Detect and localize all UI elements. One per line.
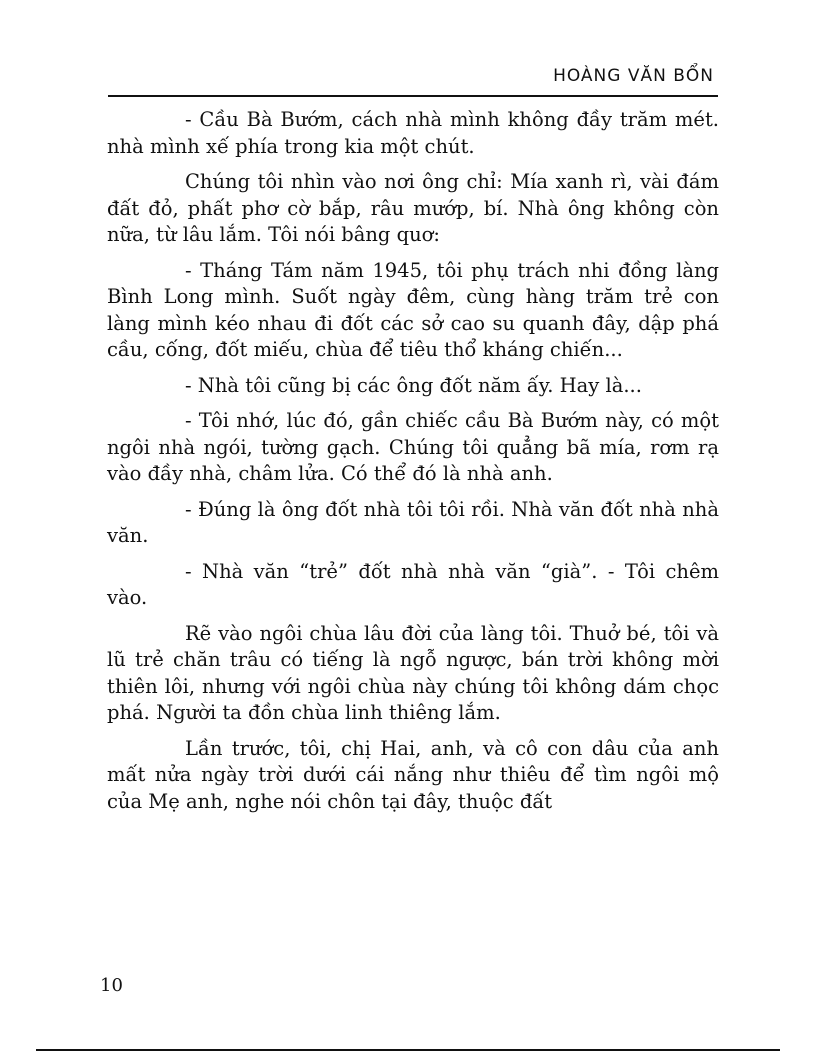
body-text [107,107,719,824]
paragraph: - Tôi nhớ, lúc đó, gần chiếc cầu Bà Bướm này, có một ngôi nhà ngói, tường gạch. Chúng tôi quẳng bã mía, rơm rạ vào đầy nhà, châm lửa. Có thể đó là nhà anh. [107,409,719,485]
page-number: 10 [100,975,123,996]
paragraph: Rẽ vào ngôi chùa lâu đời của làng tôi. Thuở bé, tôi và lũ trẻ chăn trâu có tiếng là ngỗ ngược, bán trời không mời thiên lôi, nhưng với ngôi chùa này chúng tôi không dám chọc phá. Người ta đồn chùa linh thiêng lắm. [107,621,719,724]
paragraph: Chúng tôi nhìn vào nơi ông chỉ: Mía xanh rì, vài đám đất đỏ, phất phơ cờ bắp, râu mướp, bí. Nhà ông không còn nữa, từ lâu lắm. Tôi nói bâng quơ: [107,170,719,246]
paragraph: - Nhà văn “trẻ” đốt nhà nhà văn “già”. - Tôi chêm vào. [107,559,719,609]
paragraph: - Cầu Bà Bướm, cách nhà mình không đầy trăm mét. nhà mình xế phía trong kia một chút. [107,108,719,158]
paragraph: - Tháng Tám năm 1945, tôi phụ trách nhi đồng làng Bình Long mình. Suốt ngày đêm, cùng hàng trăm trẻ con làng mình kéo nhau đi đốt các sở cao su quanh đây, dập phá cầu, cống, đốt miếu, chùa để tiêu thổ kháng chiến... [107,258,719,361]
footer-rule [36,1049,780,1051]
paragraph: Lần trước, tôi, chị Hai, anh, và cô con dâu của anh mất nửa ngày trời dưới cái nắng như thiêu để tìm ngôi mộ của Mẹ anh, nghe nói chôn tại đây, thuộc đất [107,736,719,813]
paragraph: - Nhà tôi cũng bị các ông đốt năm ấy. Hay là... [185,373,642,397]
running-header-author: HOÀNG VĂN BỔN [553,66,714,86]
header-rule [108,95,718,97]
paragraph: - Đúng là ông đốt nhà tôi tôi rồi. Nhà văn đốt nhà nhà văn. [107,497,719,547]
